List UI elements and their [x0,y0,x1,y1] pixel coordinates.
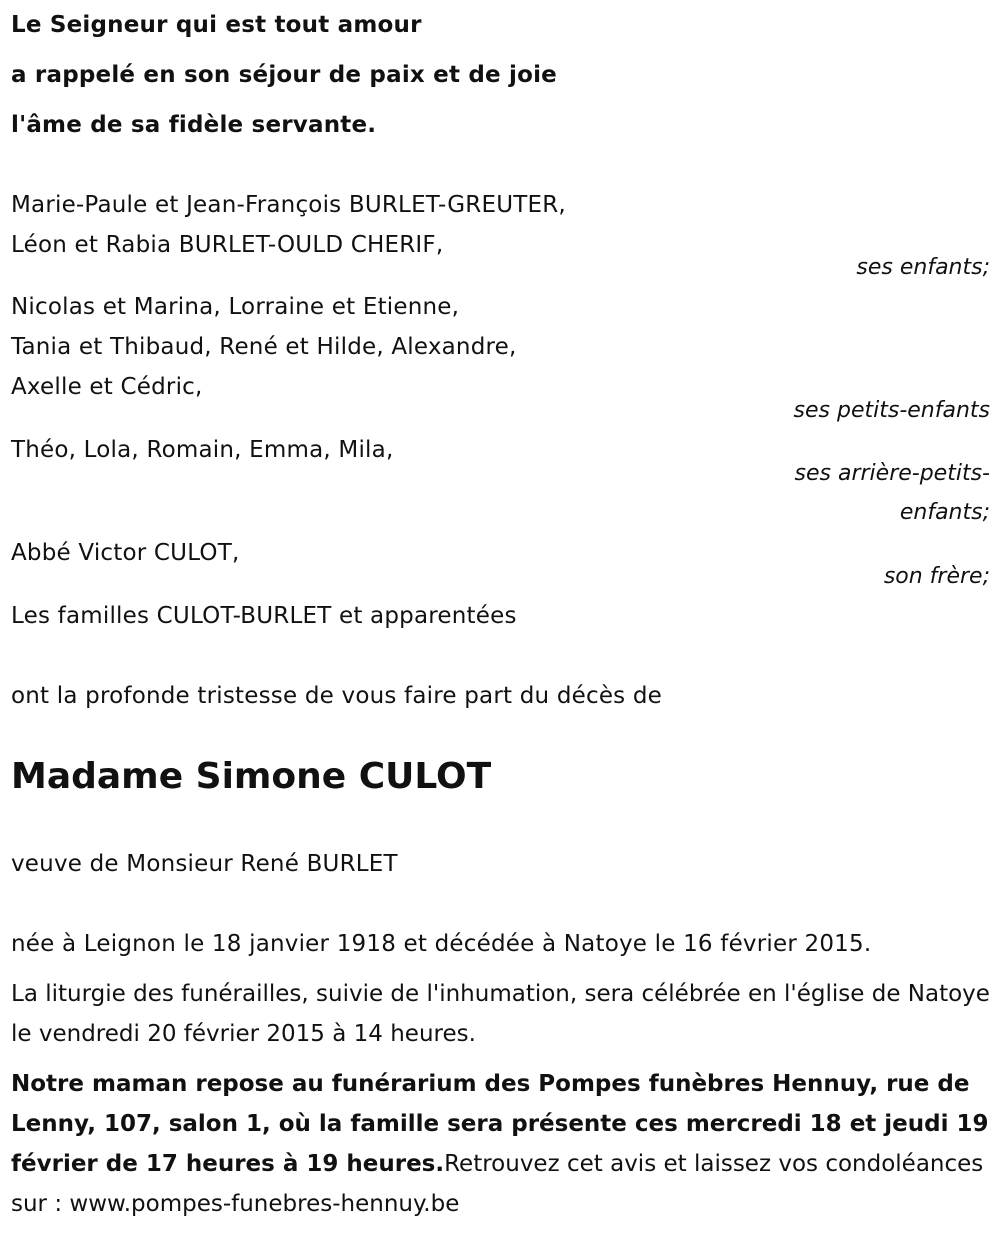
great-grandchildren-role-line-1: ses arrière-petits- [794,461,990,486]
grandchildren-line-1: Nicolas et Marina, Lorraine et Etienne, [11,294,460,320]
widow-of-line: veuve de Monsieur René BURLET [11,851,398,877]
grandchildren-line-3: Axelle et Cédric, [11,374,203,400]
birth-death-line: née à Leignon le 18 janvier 1918 et décédée à Natoye le 16 février 2015. [11,931,872,957]
funerarium-paragraph [11,1064,996,1224]
children-line-2: Léon et Rabia BURLET-OULD CHERIF, [11,232,444,258]
great-grandchildren-role-line-2: enfants; [899,500,990,525]
funerarium-bold-text: Notre maman repose au funérarium des Pompes funèbres Hennuy, rue de Lenny, 107, salon 1, où la famille sera présente ces mercredi 18 et jeudi 19 février de 17 heures à 19 heures. [11,1071,989,1177]
announcement-line: ont la profonde tristesse de vous faire part du décès de [11,683,663,709]
great-grandchildren-line-1: Théo, Lola, Romain, Emma, Mila, [11,437,394,463]
grandchildren-line-2: Tania et Thibaud, René et Hilde, Alexandre, [11,334,517,360]
deceased-name: Madame Simone CULOT [11,756,492,797]
intro-line-2: a rappelé en son séjour de paix et de joie [11,62,557,88]
brother-line-1: Abbé Victor CULOT, [11,540,240,566]
children-line-1: Marie-Paule et Jean-François BURLET-GREUTER, [11,192,566,218]
grandchildren-role: ses petits-enfants [793,398,990,423]
condolences-text: Retrouvez cet avis et laissez vos condoléances sur : www.pompes-funebres-hennuy.be [11,1151,984,1217]
intro-line-3: l'âme de sa fidèle servante. [11,112,377,138]
families-line: Les familles CULOT-BURLET et apparentées [11,603,517,629]
intro-line-1: Le Seigneur qui est tout amour [11,12,422,38]
brother-role: son frère; [883,564,990,589]
liturgy-paragraph: La liturgie des funérailles, suivie de l'inhumation, sera célébrée en l'église de Natoye le vendredi 20 février 2015 à 14 heures. [11,981,990,1047]
children-role: ses enfants; [856,255,990,280]
